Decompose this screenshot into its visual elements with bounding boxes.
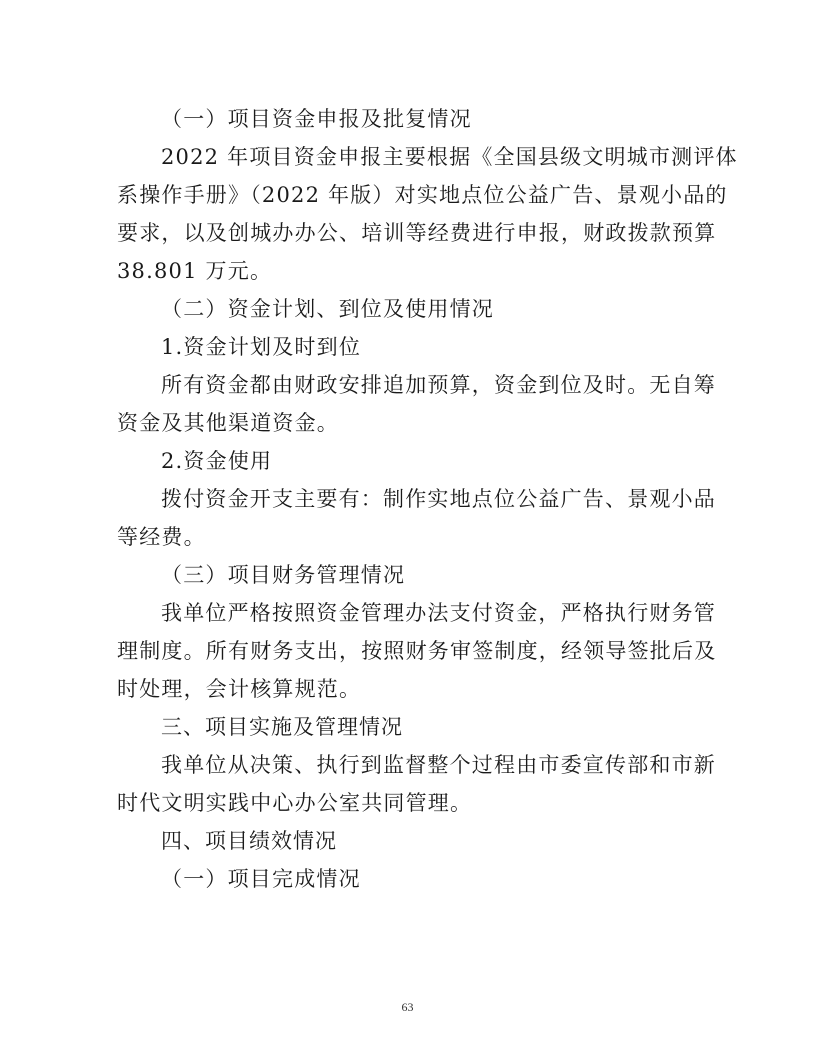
paragraph-line: 系操作手册》（2022 年版）对实地点位公益广告、景观小品的 xyxy=(117,183,728,207)
part-heading-performance: 四、项目绩效情况 xyxy=(161,829,337,853)
paragraph-line: 我单位严格按照资金管理办法支付资金，严格执行财务管 xyxy=(161,601,716,625)
paragraph-line: 所有资金都由财政安排追加预算，资金到位及时。无自筹 xyxy=(161,373,716,397)
page-number: 63 xyxy=(401,1000,414,1014)
section-heading-financial-management: （三）项目财务管理情况 xyxy=(161,563,406,587)
section-heading-funding-plan: （二）资金计划、到位及使用情况 xyxy=(161,297,494,321)
paragraph-line: 要求，以及创城办办公、培训等经费进行申报，财政拨款预算 xyxy=(117,221,717,245)
paragraph-line: 资金及其他渠道资金。 xyxy=(117,411,339,435)
item-title-funding-timely: 1.资金计划及时到位 xyxy=(161,335,362,359)
paragraph-line: 38.801 万元。 xyxy=(117,259,273,283)
paragraph-line: 等经费。 xyxy=(117,525,206,549)
section-heading-funding-approval: （一）项目资金申报及批复情况 xyxy=(161,107,472,131)
item-title-funding-use: 2.资金使用 xyxy=(161,449,273,473)
paragraph-line: 时代文明实践中心办公室共同管理。 xyxy=(117,791,473,815)
paragraph-line: 时处理，会计核算规范。 xyxy=(117,677,362,701)
section-heading-completion: （一）项目完成情况 xyxy=(161,867,361,891)
paragraph-line: 我单位从决策、执行到监督整个过程由市委宣传部和市新 xyxy=(161,753,716,777)
paragraph-line: 2022 年项目资金申报主要根据《全国县级文明城市测评体 xyxy=(161,145,738,169)
paragraph-line: 理制度。所有财务支出，按照财务审签制度，经领导签批后及 xyxy=(117,639,717,663)
page-content xyxy=(117,100,738,898)
part-heading-implementation: 三、项目实施及管理情况 xyxy=(161,715,403,739)
paragraph-line: 拨付资金开支主要有：制作实地点位公益广告、景观小品 xyxy=(161,487,716,511)
